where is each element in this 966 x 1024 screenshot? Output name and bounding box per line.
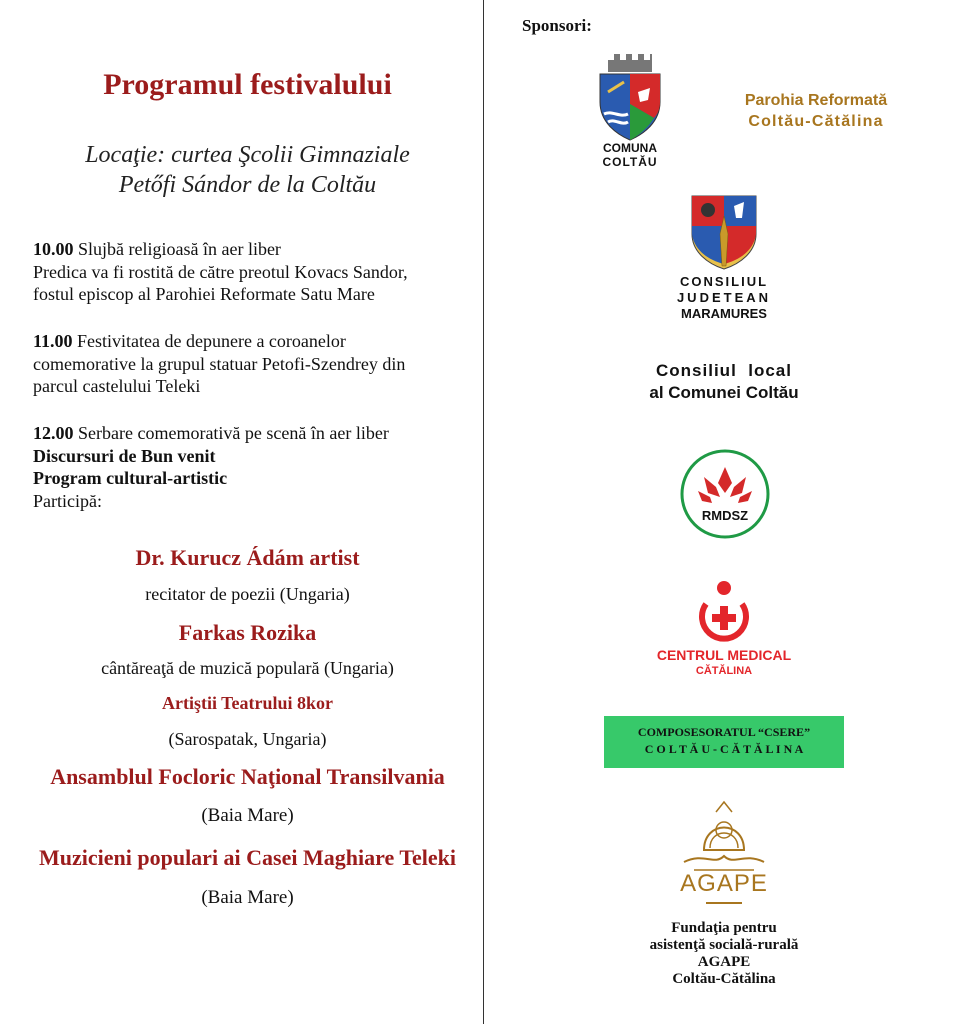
item-text: fostul episcop al Parohiei Reformate Satu Mare <box>33 284 375 304</box>
location-line-1: Locaţie: curtea Şcolii Gimnaziale <box>85 142 410 168</box>
item-text: Serbare comemorativă pe scenă în aer liber <box>78 423 389 443</box>
performer-desc: recitator de poezii (Ungaria) <box>145 584 350 604</box>
medical-cross-icon <box>696 580 752 646</box>
time-label: 12.00 <box>33 423 74 443</box>
coltau-label <box>580 141 680 169</box>
performer-name: Farkas Rozika <box>178 620 317 645</box>
maramures-crest-icon <box>690 194 758 270</box>
cj-line: CONSILIUL <box>679 274 769 289</box>
cj-line: JUDETEAN <box>676 290 772 305</box>
cl-line: al Comunei Coltău <box>649 383 799 402</box>
item-text: Participă: <box>33 490 102 511</box>
composesoratul-box <box>604 716 844 768</box>
agape-line: AGAPE <box>697 954 751 970</box>
program-title: Programul festivalului <box>103 68 392 101</box>
sponsors-label: Sponsori: <box>522 16 592 35</box>
item-text: Slujbă religioasă în aer liber <box>78 239 281 259</box>
rmdsz-logo-icon <box>680 449 770 539</box>
agape-line: Fundaţia pentru <box>671 920 777 936</box>
location-line-2: Petőfi Sándor de la Coltău <box>118 172 377 198</box>
performer-desc: (Baia Mare) <box>201 887 294 908</box>
performer-desc: cântăreaţă de muzică populară (Ungaria) <box>101 658 394 678</box>
program-item-1100 <box>33 330 473 398</box>
performer-name: Artiştii Teatrului 8kor <box>161 693 333 713</box>
performer-desc: (Sarospatak, Ungaria) <box>168 729 327 749</box>
agape-underline <box>706 902 742 904</box>
consiliul-local-label <box>614 360 834 404</box>
performer-name: Muzicieni populari ai Casei Maghiare Teleki <box>39 845 456 870</box>
item-bold-text: Program cultural-artistic <box>33 468 228 488</box>
agape-ornament-icon <box>674 800 774 874</box>
cl-line: Consiliul local <box>656 361 792 380</box>
coltau-line: COLTĂU <box>602 155 658 169</box>
composesoratul-line: C O L T Ă U - C Ă T Ă L I N A <box>644 742 804 756</box>
parohia-line: Parohia Reformată <box>744 92 888 109</box>
item-text: comemorative la grupul statuar Petofi-Szendrey din <box>33 353 406 374</box>
item-text: parcul castelului Teleki <box>33 376 201 396</box>
program-item-1000 <box>33 238 473 306</box>
time-label: 11.00 <box>33 331 73 351</box>
coltau-line: COMUNA <box>603 141 657 155</box>
cm-line: CĂTĂLINA <box>695 665 753 677</box>
time-label: 10.00 <box>33 239 74 259</box>
composesoratul-line: COMPOSESORATUL “CSERE” <box>637 725 811 739</box>
parohia-label <box>716 90 916 132</box>
cm-line: CENTRUL MEDICAL <box>656 647 792 663</box>
item-text: Festivitatea de depunere a coroanelor <box>77 331 346 351</box>
program-item-1200 <box>33 422 473 512</box>
agape-line: asistenţă socială-rurală <box>649 937 799 953</box>
item-bold-text: Discursuri de Bun venit <box>33 445 216 466</box>
agape-line: Coltău-Cătălina <box>672 971 776 987</box>
centrul-medical-label <box>624 647 824 679</box>
parohia-line: Coltău-Cătălina <box>748 113 884 130</box>
coltau-crest-icon <box>594 52 666 142</box>
agape-logo-text: AGAPE <box>680 870 768 897</box>
performer-name: Ansamblul Focloric Naţional Transilvania <box>50 764 445 789</box>
sponsors-column <box>484 0 966 1024</box>
rmdsz-label: RMDSZ <box>701 508 749 523</box>
agape-foundation-label <box>604 920 844 988</box>
item-text: Predica va fi rostită de către preotul Kovacs Sandor, <box>33 261 408 282</box>
cj-line: MARAMURES <box>681 306 767 321</box>
performer-name: Dr. Kurucz Ádám artist <box>135 545 360 570</box>
performer-desc: (Baia Mare) <box>201 805 294 826</box>
consiliul-judetean-label <box>649 274 799 322</box>
